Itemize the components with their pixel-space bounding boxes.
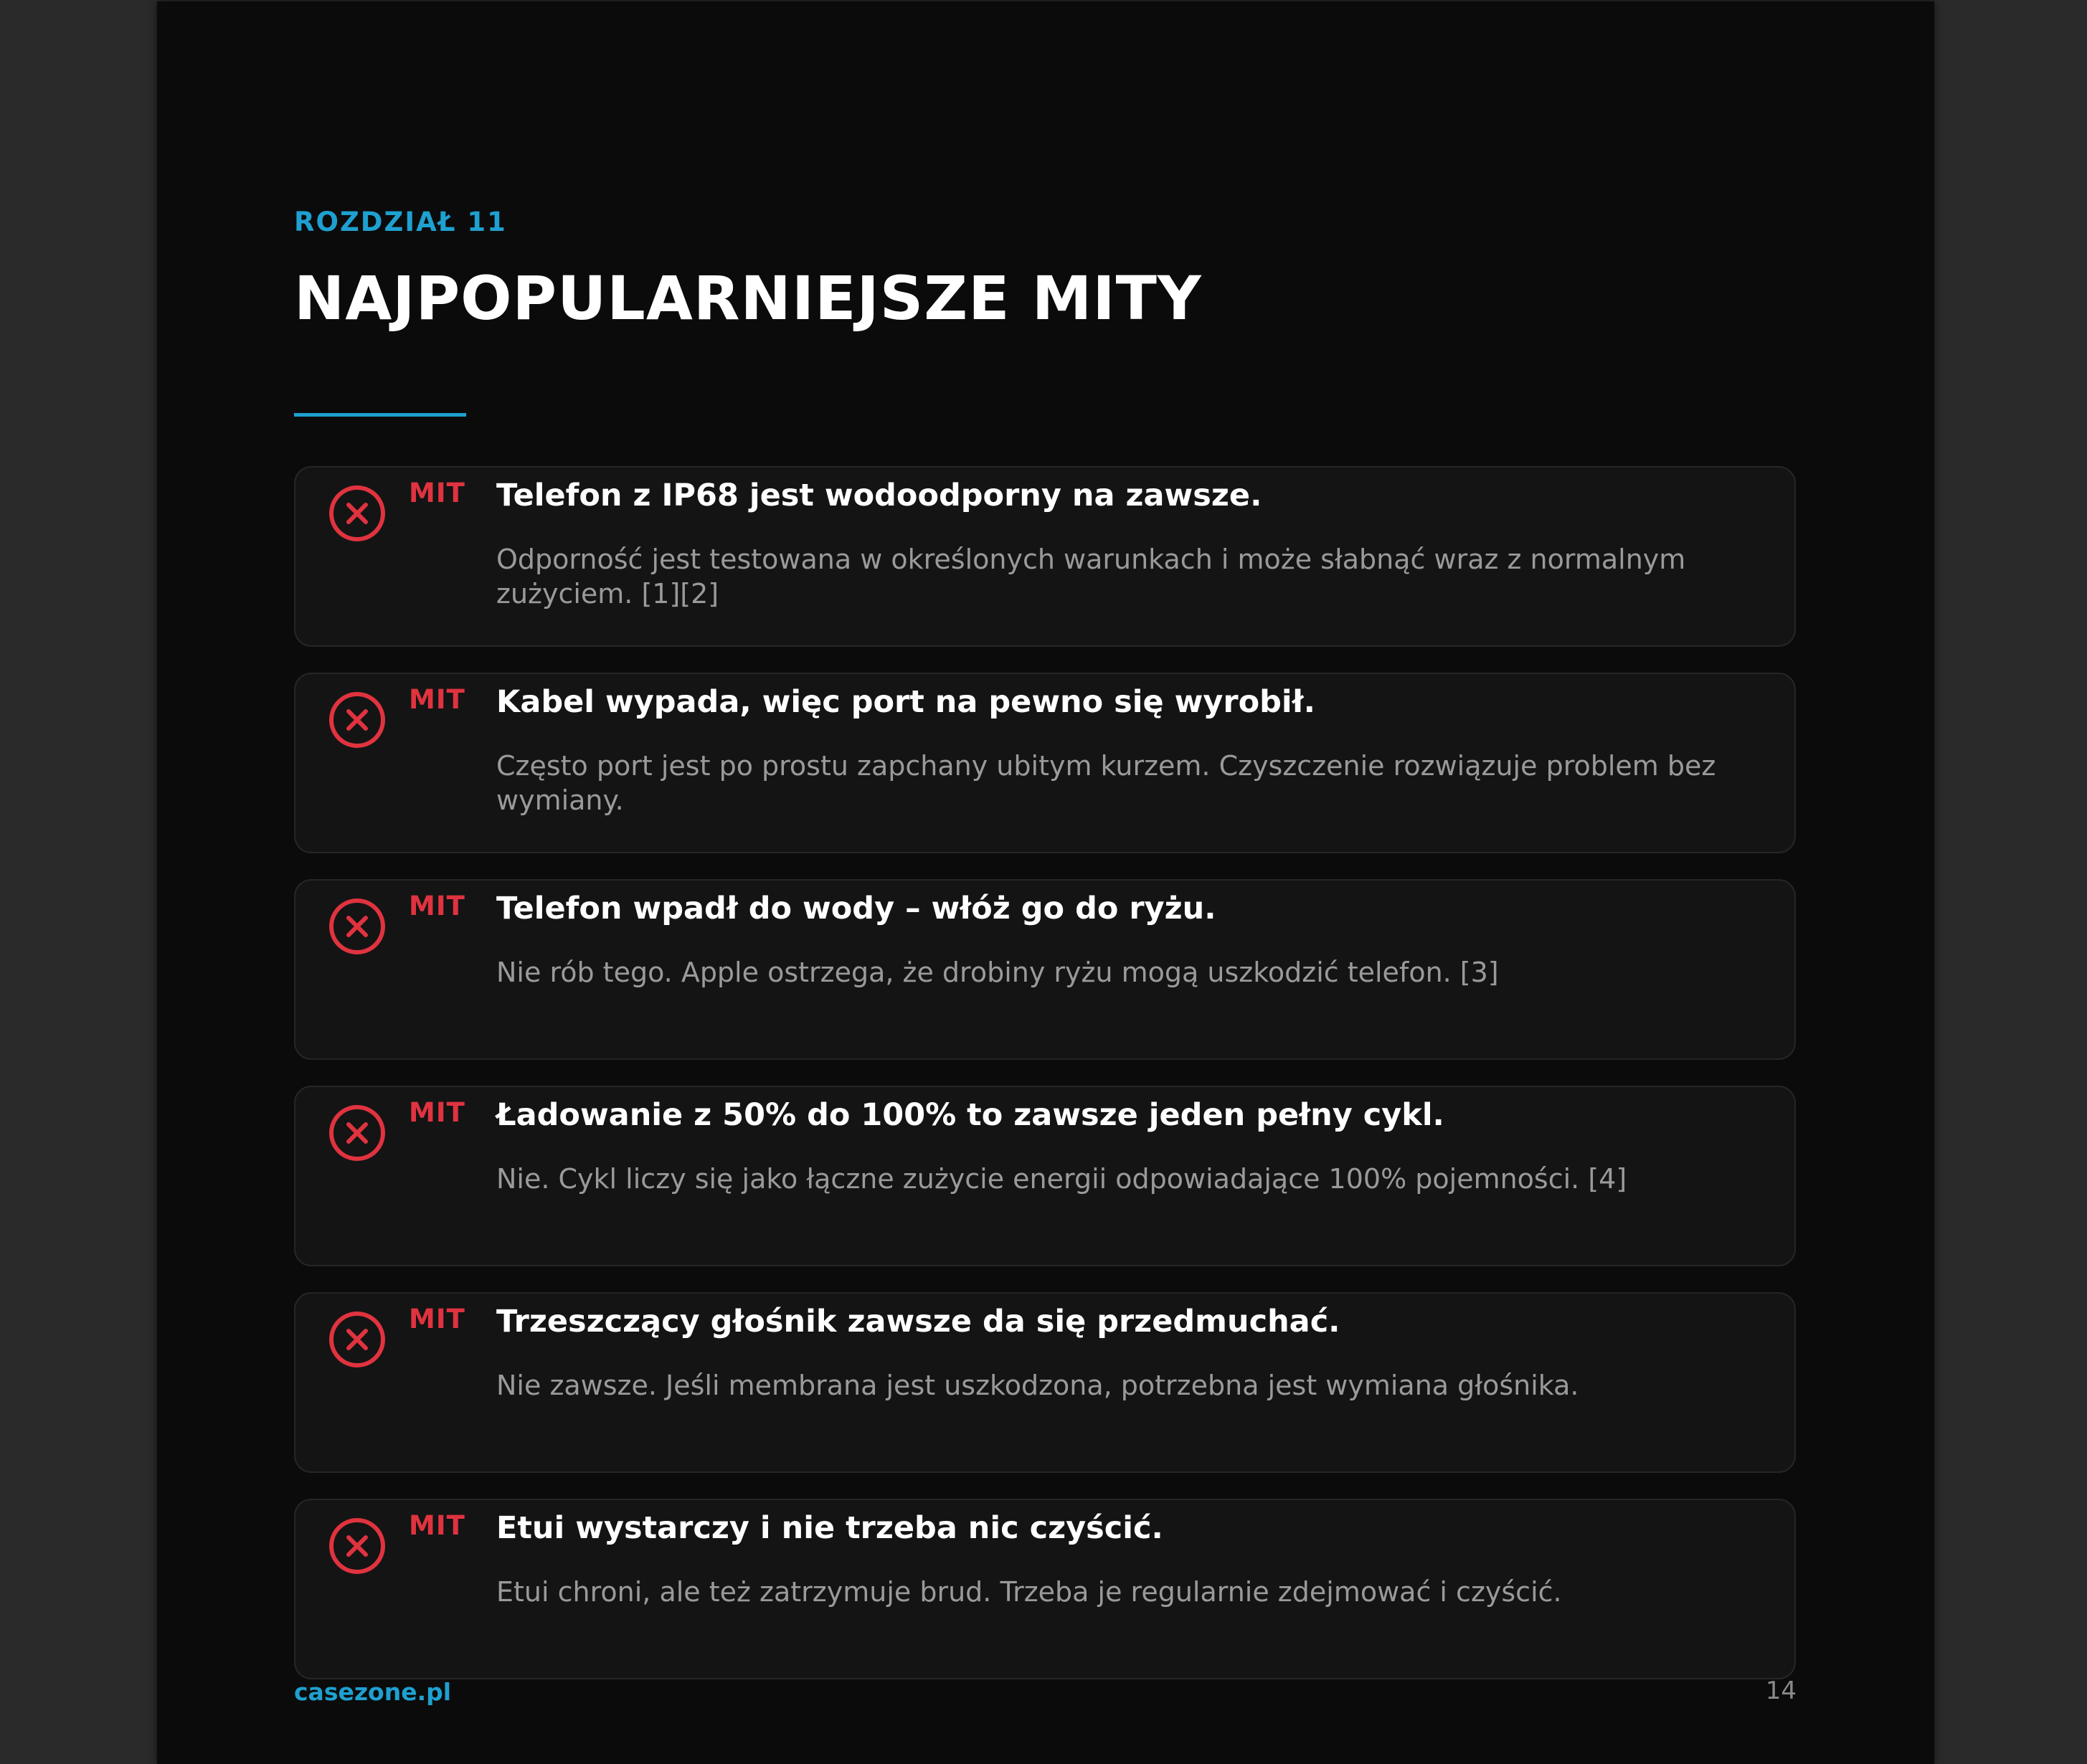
myth-card bbox=[294, 1086, 1796, 1266]
myth-heading: Trzeszczący głośnik zawsze da się przedmuchać. bbox=[496, 1304, 1340, 1339]
myth-explanation: Nie. Cykl liczy się jako łączne zużycie energii odpowiadające 100% pojemności. [4] bbox=[496, 1163, 1627, 1195]
myth-explanation: Odporność jest testowana w określonych warunkach i może słabnąć wraz z normalnym zużyciem. [1][2] bbox=[496, 544, 1686, 610]
x-circle-icon bbox=[328, 1104, 386, 1162]
x-circle-icon bbox=[328, 1311, 386, 1368]
myth-card bbox=[294, 1499, 1796, 1679]
page-title: NAJPOPULARNIEJSZE MITY bbox=[294, 263, 1202, 333]
document-page bbox=[157, 1, 1934, 1764]
myth-heading: Telefon z IP68 jest wodoodporny na zawsze. bbox=[496, 478, 1262, 513]
footer-site-link[interactable]: casezone.pl bbox=[294, 1678, 452, 1706]
myth-card bbox=[294, 1292, 1796, 1473]
myth-tag: MIT bbox=[409, 478, 465, 508]
myth-card bbox=[294, 466, 1796, 647]
myth-heading: Etui wystarczy i nie trzeba nic czyścić. bbox=[496, 1510, 1163, 1546]
myth-explanation: Nie zawsze. Jeśli membrana jest uszkodzona, potrzebna jest wymiana głośnika. bbox=[496, 1370, 1579, 1401]
myth-explanation: Etui chroni, ale też zatrzymuje brud. Trzeba je regularnie zdejmować i czyścić. bbox=[496, 1576, 1562, 1608]
myth-heading: Ładowanie z 50% do 100% to zawsze jeden pełny cykl. bbox=[496, 1097, 1444, 1133]
myth-tag: MIT bbox=[409, 1097, 465, 1128]
myth-card bbox=[294, 879, 1796, 1060]
x-circle-icon bbox=[328, 898, 386, 955]
myth-tag: MIT bbox=[409, 1510, 465, 1541]
myth-tag: MIT bbox=[409, 891, 465, 921]
title-underline bbox=[294, 413, 466, 417]
myth-explanation: Często port jest po prostu zapchany ubitym kurzem. Czyszczenie rozwiązuje problem bez wymiany. bbox=[496, 750, 1716, 816]
myth-heading: Kabel wypada, więc port na pewno się wyrobił. bbox=[496, 684, 1315, 720]
myth-card bbox=[294, 673, 1796, 853]
myth-explanation: Nie rób tego. Apple ostrzega, że drobiny ryżu mogą uszkodzić telefon. [3] bbox=[496, 957, 1499, 988]
myth-heading: Telefon wpadł do wody – włóż go do ryżu. bbox=[496, 891, 1216, 926]
myth-tag: MIT bbox=[409, 1304, 465, 1334]
x-circle-icon bbox=[328, 485, 386, 542]
x-circle-icon bbox=[328, 691, 386, 749]
page-number: 14 bbox=[1765, 1677, 1797, 1705]
myth-tag: MIT bbox=[409, 684, 465, 715]
x-circle-icon bbox=[328, 1517, 386, 1575]
chapter-label: ROZDZIAŁ 11 bbox=[294, 207, 507, 237]
